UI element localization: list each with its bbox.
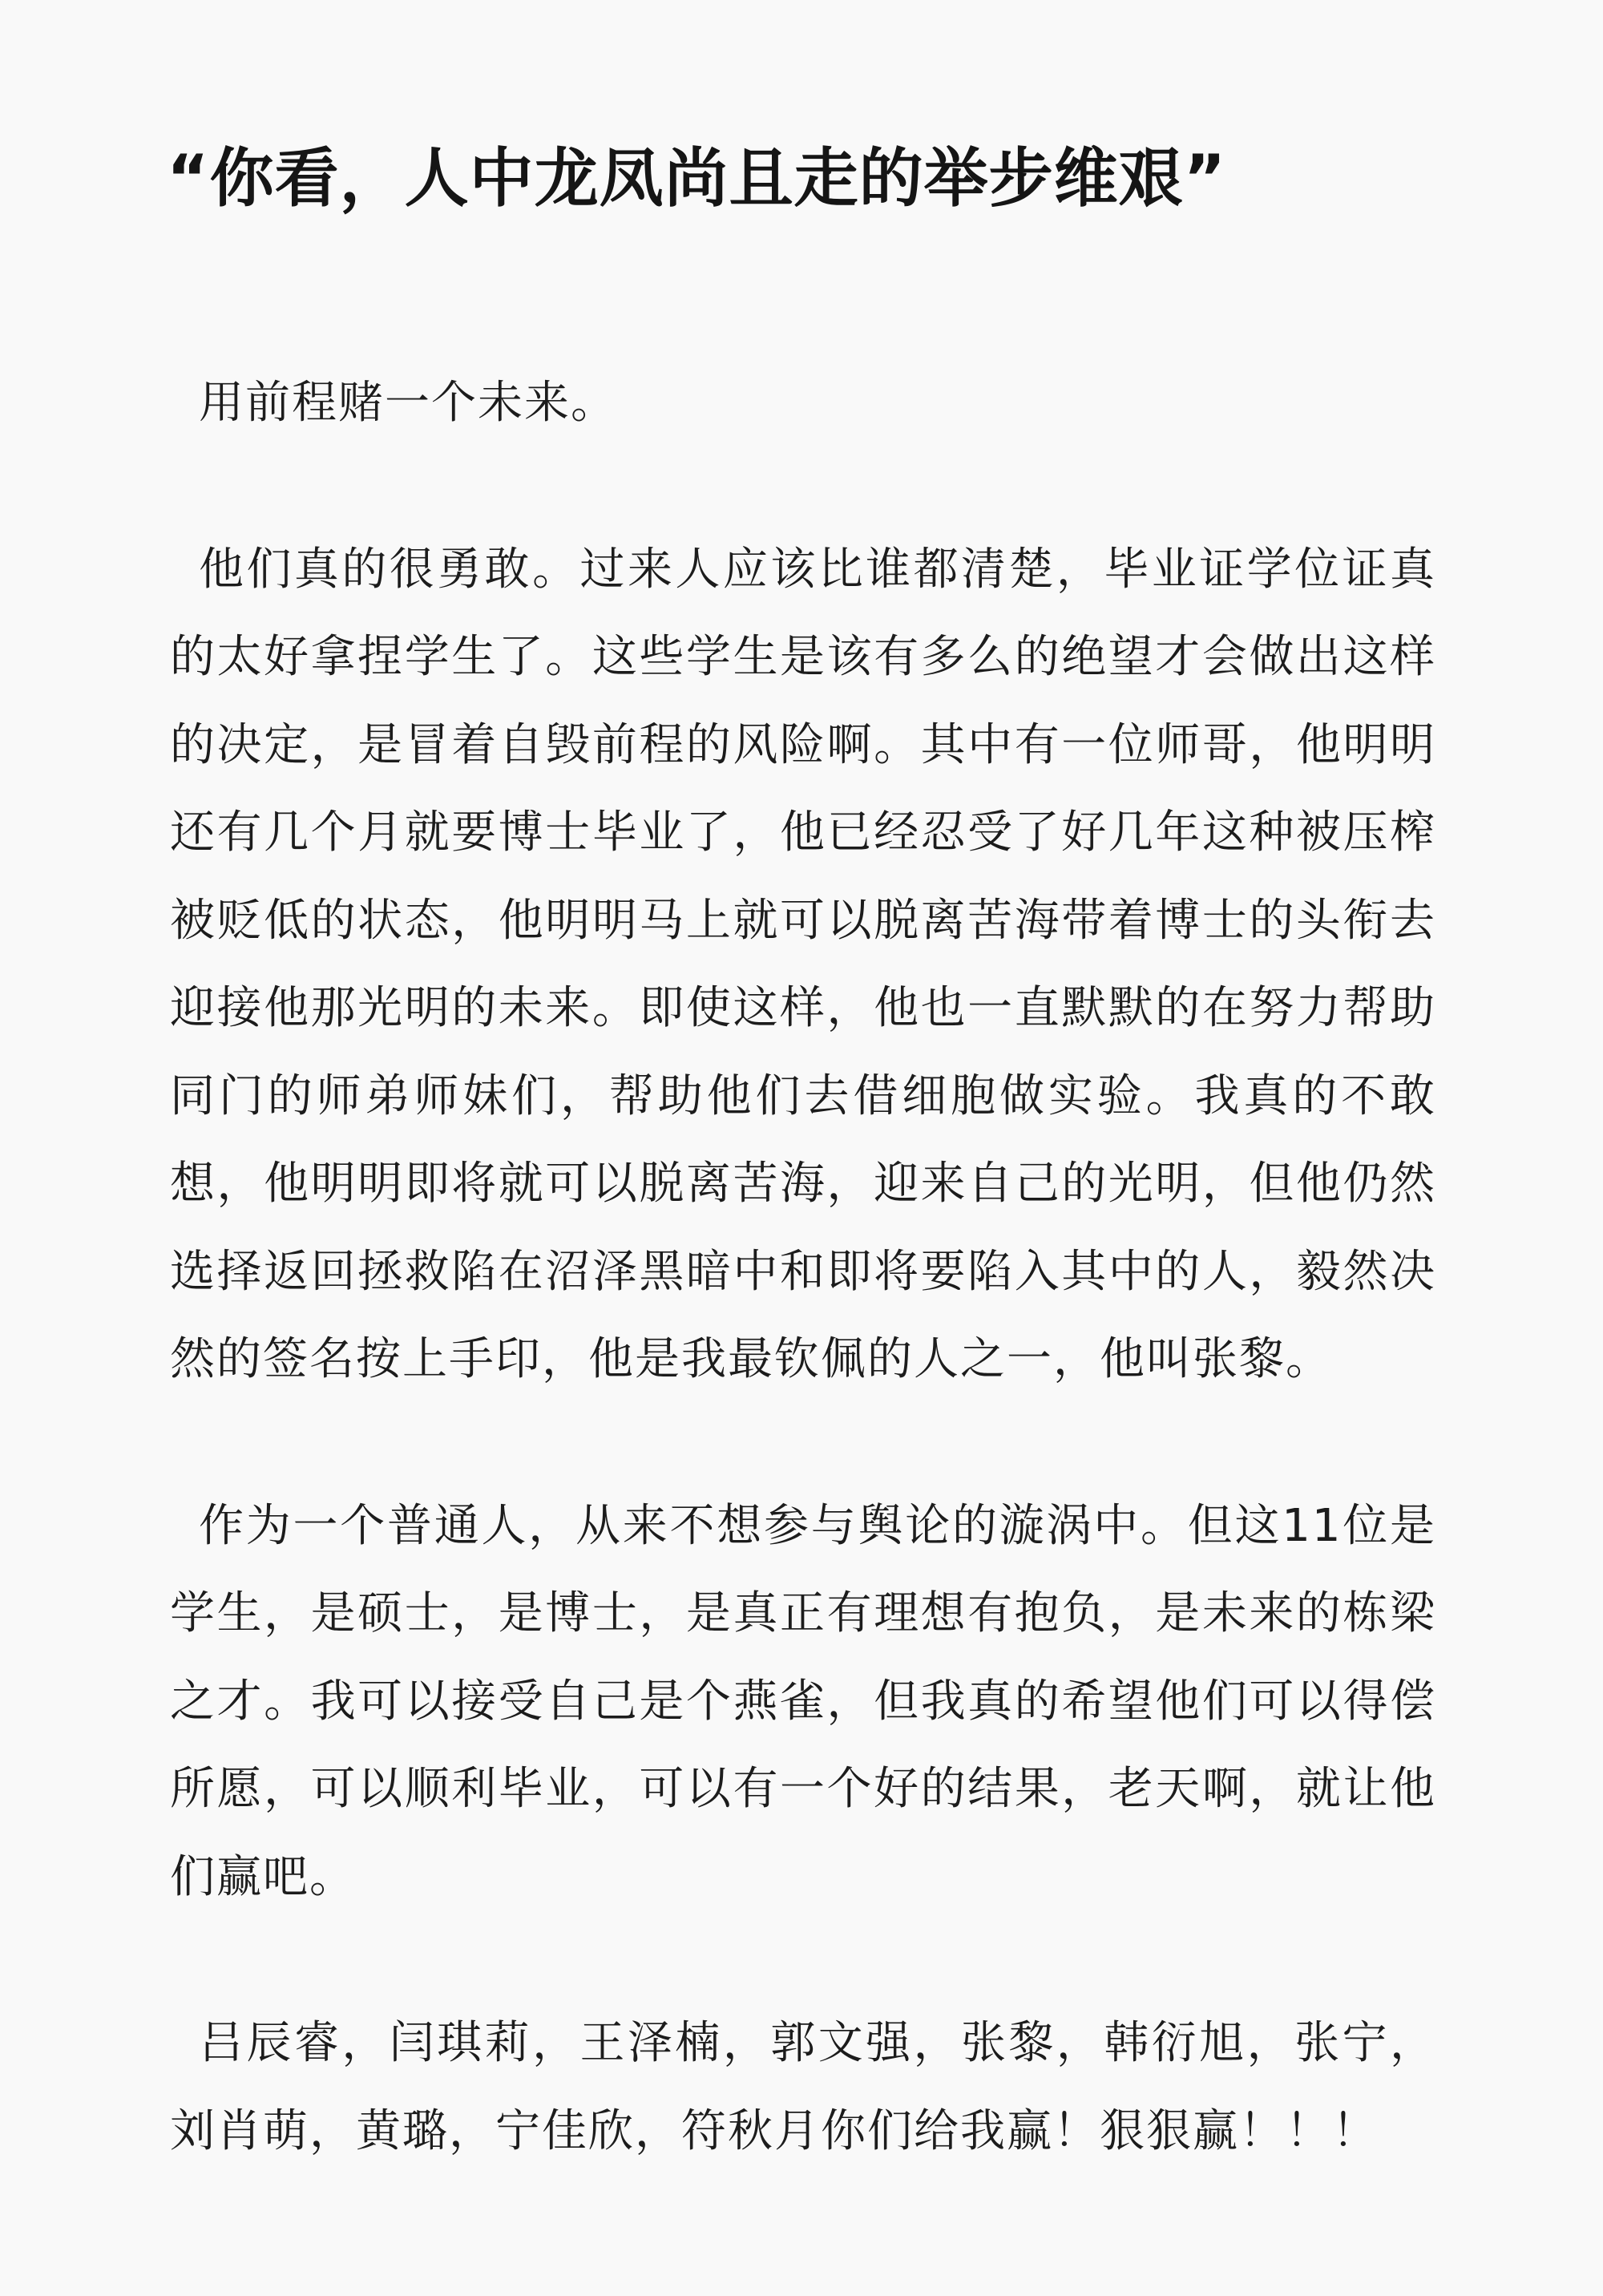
- paragraph-intro: 用前程赌一个未来。: [199, 377, 617, 429]
- article-title: “你看，人中龙凤尚且走的举步维艰”: [167, 141, 1227, 216]
- paragraph-story: 他们真的很勇敢。过来人应该比谁都清楚，毕业证学位证真的太好拿捏学生了。这些学生是该有多么的绝望才会做出这样的决定，是冒着自毁前程的风险啊。其中有一位师哥，他明明还有几个月就要博士毕业了，他已经忍受了好几年这种被压榨被贬低的状态，他明明马上就可以脱离苦海带着博士的头衔去迎接他那光明的未来。即使这样，他也一直默默的在努力帮助同门的师弟师妹们，帮助他们去借细胞做实验。我真的不敢想，他明明即将就可以脱离苦海，迎来自己的光明，但他仍然选择返回拯救陷在沼泽黑暗中和即将要陷入其中的人，毅然决然的签名按上手印，他是我最钦佩的人之一，他叫张黎。: [170, 543, 1436, 1385]
- paragraph-names: 吕辰睿，闫琪莉，王泽楠，郭文强，张黎，韩衍旭，张宁，刘肖萌，黄璐，宁佳欣，符秋月你们给我赢！狠狠赢！！！: [170, 2017, 1436, 2157]
- article-body: [170, 359, 1436, 2175]
- paragraph-wish: 作为一个普通人，从来不想参与舆论的漩涡中。但这11位是学生，是硕士，是博士，是真正有理想有抱负，是未来的栋梁之才。我可以接受自己是个燕雀，但我真的希望他们可以得偿所愿，可以顺利毕业，可以有一个好的结果，老天啊，就让他们赢吧。: [170, 1499, 1436, 1903]
